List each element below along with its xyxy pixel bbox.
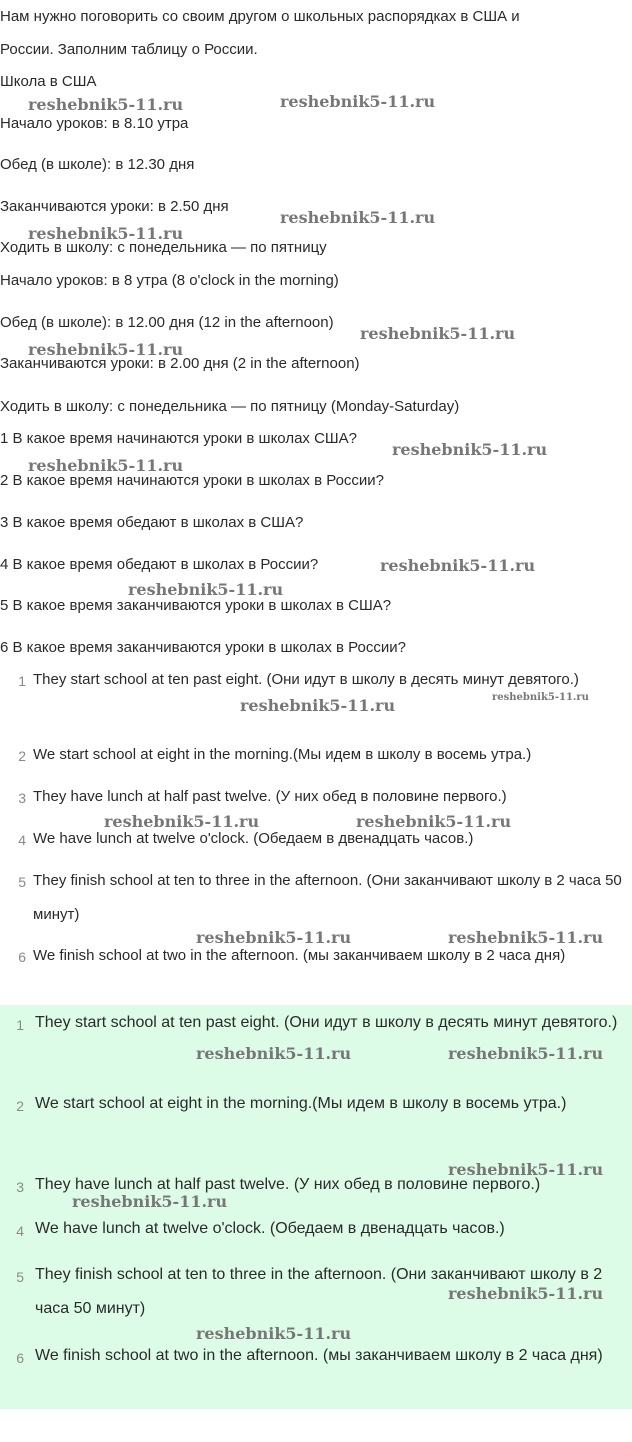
- usa-title: Школа в США: [0, 73, 97, 90]
- watermark: reshebnik5-11.ru: [28, 224, 184, 243]
- watermark: reshebnik5-11.ru: [196, 1044, 352, 1063]
- watermark: reshebnik5-11.ru: [196, 1324, 352, 1343]
- list-item: They start school at ten past eight. (Они идут в школу в десять минут девятого.): [35, 1014, 618, 1031]
- table-row: Ходить в школу: с понедельника — по пятницу (Monday-Saturday): [0, 398, 460, 415]
- watermark: reshebnik5-11.ru: [448, 1044, 604, 1063]
- list-number: 6: [18, 949, 26, 965]
- list-number: 3: [16, 1179, 24, 1195]
- question: 4 В какое время обедают в школах в России?: [0, 556, 319, 573]
- watermark: reshebnik5-11.ru: [28, 456, 184, 475]
- list-number: 5: [16, 1269, 24, 1285]
- table-row: Обед (в школе): в 12.00 дня (12 in the afternoon): [0, 314, 334, 331]
- watermark: reshebnik5-11.ru: [448, 1284, 604, 1303]
- watermark: reshebnik5-11.ru: [280, 208, 436, 227]
- question: 2 В какое время начинаются уроки в школах в России?: [0, 472, 385, 489]
- watermark: reshebnik5-11.ru: [492, 692, 589, 703]
- list-number: 2: [16, 1098, 24, 1114]
- watermark: reshebnik5-11.ru: [28, 340, 184, 359]
- list-number: 1: [16, 1017, 24, 1033]
- watermark: reshebnik5-11.ru: [448, 928, 604, 947]
- table-row: Заканчиваются уроки: в 2.50 дня: [0, 198, 229, 215]
- list-number: 4: [18, 832, 26, 848]
- table-row: Обед (в школе): в 12.30 дня: [0, 156, 195, 173]
- list-item: They have lunch at half past twelve. (У них обед в половине первого.): [35, 1176, 541, 1193]
- table-row: Начало уроков: в 8 утра (8 o'clock in the morning): [0, 272, 339, 289]
- list-item: They start school at ten past eight. (Они идут в школу в десять минут девятого.): [33, 671, 579, 688]
- list-item: They finish school at ten to three in the afternoon. (Они заканчивают школу в 2 часа 50 минут): [33, 872, 622, 923]
- watermark: reshebnik5-11.ru: [280, 92, 436, 111]
- list-item: They finish school at ten to three in the afternoon. (Они заканчивают школу в 2 часа 50 минут): [35, 1266, 603, 1317]
- watermark: reshebnik5-11.ru: [356, 812, 512, 831]
- list-number: 6: [16, 1350, 24, 1366]
- watermark: reshebnik5-11.ru: [28, 95, 184, 114]
- list-item: We start school at eight in the morning.(Мы идем в школу в восемь утра.): [33, 746, 532, 763]
- question: 1 В какое время начинаются уроки в школах США?: [0, 430, 358, 447]
- table-row: Ходить в школу: с понедельника — по пятницу: [0, 239, 327, 256]
- table-row: Заканчиваются уроки: в 2.00 дня (2 in the afternoon): [0, 355, 360, 372]
- list-number: 2: [18, 748, 26, 764]
- question: 5 В какое время заканчиваются уроки в школах в США?: [0, 597, 392, 614]
- list-item: We have lunch at twelve o'clock. (Обедаем в двенадцать часов.): [35, 1220, 505, 1237]
- watermark: reshebnik5-11.ru: [128, 580, 284, 599]
- watermark: reshebnik5-11.ru: [104, 812, 260, 831]
- watermark: reshebnik5-11.ru: [380, 556, 536, 575]
- list-number: 5: [18, 874, 26, 890]
- watermark: reshebnik5-11.ru: [72, 1192, 228, 1211]
- question: 3 В какое время обедают в школах в США?: [0, 514, 304, 531]
- intro-line-2: России. Заполним таблицу о России.: [0, 41, 258, 58]
- list-item: We start school at eight in the morning.(Мы идем в школу в восемь утра.): [35, 1095, 567, 1112]
- list-item: We have lunch at twelve o'clock. (Обедаем в двенадцать часов.): [33, 830, 474, 847]
- watermark: reshebnik5-11.ru: [392, 440, 548, 459]
- intro-line-1: Нам нужно поговорить со своим другом о школьных распорядках в США и: [0, 8, 520, 25]
- watermark: reshebnik5-11.ru: [240, 696, 396, 715]
- list-item: They have lunch at half past twelve. (У них обед в половине первого.): [33, 788, 507, 805]
- list-number: 1: [18, 673, 26, 689]
- list-item: We finish school at two in the afternoon. (мы заканчиваем школу в 2 часа дня): [35, 1347, 603, 1364]
- list-number: 3: [18, 790, 26, 806]
- watermark: reshebnik5-11.ru: [448, 1160, 604, 1179]
- list-item: We finish school at two in the afternoon. (мы заканчиваем школу в 2 часа дня): [33, 947, 566, 964]
- watermark: reshebnik5-11.ru: [196, 928, 352, 947]
- watermark: reshebnik5-11.ru: [360, 324, 516, 343]
- list-number: 4: [16, 1223, 24, 1239]
- question: 6 В какое время заканчиваются уроки в школах в России?: [0, 639, 406, 656]
- table-row: Начало уроков: в 8.10 утра: [0, 115, 189, 132]
